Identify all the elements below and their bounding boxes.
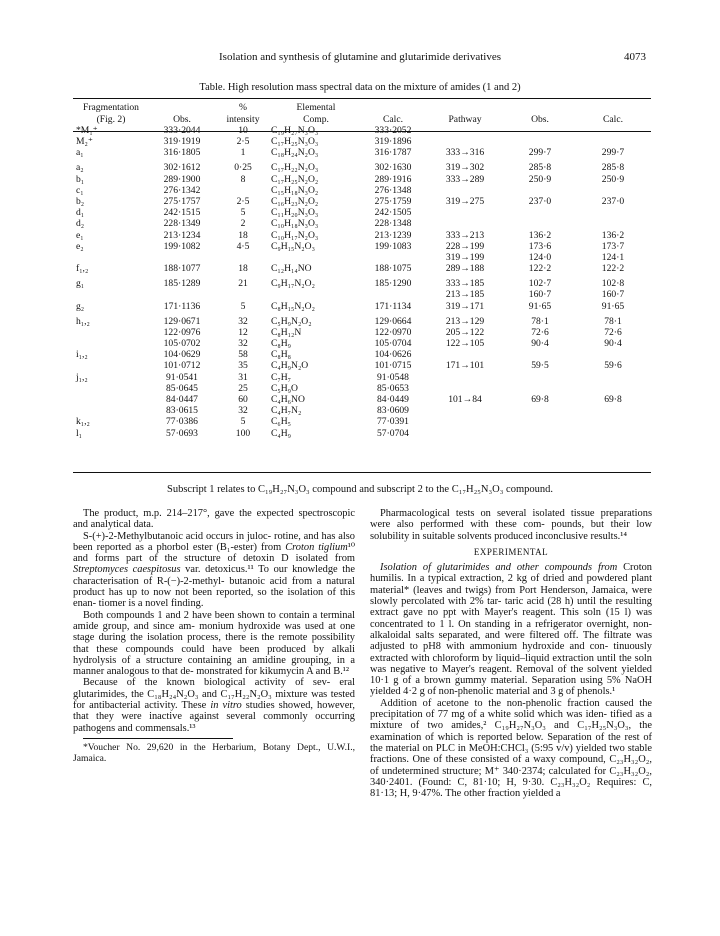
cell-pathway (425, 405, 505, 416)
cell-intensity: 58 (238, 349, 248, 361)
cell-obs: 242·1515 (163, 207, 201, 219)
cell-pathway: 101→84 (448, 394, 482, 406)
cell-pathway (425, 125, 505, 136)
cell-fragment (73, 394, 149, 405)
col-header-text: intensity (226, 113, 260, 125)
cell-calc: 188·1075 (374, 263, 412, 275)
cell-pathway (425, 416, 505, 427)
col-header-calc (361, 100, 425, 125)
cell-fragment: f₁,₂ (76, 263, 89, 275)
text-span: var. detoxicus.¹¹ To our knowledge the characterisation of R-(−)-2-methyl- butanoic acid from a natural product has up to now not been reported, so the isolation of this enan- tiomer is a novel finding. (73, 564, 355, 610)
cell-calc (361, 289, 425, 300)
cell-fragment: g₂ (76, 300, 85, 312)
table-bottom-rule (73, 472, 651, 473)
cell-calc: 276·1348 (374, 184, 412, 196)
cell-obs: 84·0447 (166, 394, 198, 406)
cell-obs: 171·1136 (163, 300, 201, 312)
cell-calc: 104·0626 (374, 349, 412, 361)
cell-calc: 83·0609 (377, 405, 409, 417)
cell-elemental: C₁₀H₁₇N₂O₃ (271, 229, 319, 241)
cell-elemental: C₄H₉ (271, 427, 292, 439)
cell-obs: 188·1077 (163, 263, 201, 275)
cell-calc2: 122·2 (601, 263, 625, 275)
cell-calc: 185·1290 (374, 278, 412, 290)
cell-elemental: C₅H₉O (271, 382, 298, 394)
cell-obs: 57·0693 (166, 427, 198, 439)
cell-calc: 213·1239 (374, 229, 412, 241)
col-header-text: Calc. (603, 113, 623, 125)
cell-fragment: d₂ (76, 218, 85, 230)
cell-intensity: 0·25 (234, 162, 252, 174)
cell-calc: 122·0970 (374, 326, 412, 338)
cell-calc2: 91·65 (601, 300, 625, 312)
col-header-text: Comp. (303, 113, 329, 125)
paragraph: The product, m.p. 214–217°, gave the expected spectroscopic and analytical data. (73, 508, 355, 531)
text-span: Croton humilis. In a typical extraction, 2 kg of dried and powdered plant material* (leaves and twigs) from Port Henderson, Jamaica, were slowly percolated with 2% tar- taric acid (28 h) until the resulting extract gave no ppt with Mayer's reagent. This soln (15 l) was concentrated to 1 l. On standing in a refrigerator overnight, non-alkaloidal salts separated, and were filtered off. The filtrate was adjusted to pH8 with ammonium hydroxide and con- tinuously extracted with chloroform by liquid–liquid extraction until the soln was negative to Mayer's reagent. Removal of the solvent yielded 10·1 g of a brown gummy material. Separation using 5% NaOH yielded 4·2 g of non-phenolic material and 3 g of phenols.¹ (370, 562, 652, 698)
col-header-obs2 (505, 100, 575, 125)
cell-obs2 (505, 207, 575, 218)
cell-elemental: C₁₂H₁₄NO (271, 263, 312, 275)
cell-pathway: 333→185 (445, 278, 485, 290)
col-header-pathway (425, 100, 505, 125)
cell-intensity: 1 (240, 147, 246, 159)
cell-calc: 101·0715 (374, 360, 412, 372)
cell-intensity: 12 (238, 326, 248, 338)
italic-text: Croton tiglium (285, 541, 348, 553)
cell-pathway (425, 349, 505, 360)
cell-pathway: 333→289 (445, 173, 485, 185)
cell-calc2: 59·6 (604, 360, 622, 372)
cell-obs: 185·1289 (163, 278, 201, 290)
mass-spectral-table (73, 100, 651, 439)
cell-intensity: 32 (238, 405, 248, 417)
col-header-text: Elemental (296, 102, 336, 113)
cell-fragment: j₁,₂ (76, 371, 88, 383)
cell-obs2: 299·7 (528, 147, 552, 159)
cell-obs2: 69·8 (531, 394, 549, 406)
cell-calc: 333·2052 (374, 125, 412, 136)
cell-obs: 83·0615 (166, 405, 198, 417)
cell-fragment: k₁,₂ (76, 416, 90, 428)
cell-fragment: d₁ (76, 207, 85, 219)
cell-calc2: 78·1 (604, 315, 622, 327)
cell-intensity: 35 (238, 360, 248, 372)
cell-calc: 85·0653 (377, 382, 409, 394)
cell-fragment: M₂⁺ (76, 136, 93, 148)
right-column (370, 508, 652, 799)
cell-intensity: 25 (238, 382, 248, 394)
table-row (73, 338, 651, 349)
cell-intensity: 100 (235, 427, 251, 439)
cell-calc2 (575, 405, 651, 416)
cell-elemental: C₁₇H₂₂N₂O₃ (271, 162, 319, 174)
cell-obs2 (505, 428, 575, 439)
cell-pathway: 319→302 (445, 162, 485, 174)
cell-obs: 316·1805 (163, 147, 201, 159)
cell-obs2: 122·2 (528, 263, 552, 275)
cell-intensity: 60 (238, 394, 248, 406)
cell-pathway: 333→213 (445, 229, 485, 241)
cell-elemental: C₄H₆NO (271, 394, 305, 406)
table-row (73, 125, 651, 136)
cell-obs2 (505, 383, 575, 394)
table-row (73, 230, 651, 241)
cell-calc: 242·1505 (374, 207, 412, 219)
table-row (73, 185, 651, 196)
col-header-text: Obs. (531, 113, 549, 125)
col-header-text: Calc. (383, 113, 403, 125)
cell-elemental: C₆H₅ (271, 416, 292, 428)
cell-obs: 228·1349 (163, 218, 201, 230)
cell-obs: 101·0712 (163, 360, 201, 372)
cell-calc: 289·1916 (374, 173, 412, 185)
cell-fragment: e₁ (76, 229, 84, 241)
cell-calc2 (575, 349, 651, 360)
cell-calc2 (575, 207, 651, 218)
cell-calc2 (575, 416, 651, 427)
cell-obs2: 124·0 (528, 252, 552, 264)
cell-elemental (271, 289, 361, 300)
cell-calc2: 285·8 (601, 162, 625, 174)
cell-pathway: 213→129 (445, 315, 485, 327)
cell-fragment: *M₁⁺ (76, 125, 98, 136)
cell-obs: 122·0976 (163, 326, 201, 338)
cell-calc: 228·1348 (374, 218, 412, 230)
cell-obs: 104·0629 (163, 349, 201, 361)
cell-intensity: 32 (238, 338, 248, 350)
table-row (73, 394, 651, 405)
left-column (73, 508, 355, 765)
cell-intensity: 21 (238, 278, 248, 290)
cell-calc: 57·0704 (377, 427, 409, 439)
cell-obs2: 173·6 (528, 240, 552, 252)
cell-calc2: 173·7 (601, 240, 625, 252)
cell-intensity: 18 (238, 229, 248, 241)
cell-calc2 (575, 125, 651, 136)
cell-intensity: 32 (238, 315, 248, 327)
cell-obs: 77·0386 (166, 416, 198, 428)
cell-fragment (73, 289, 149, 300)
cell-fragment: e₂ (76, 240, 84, 252)
cell-fragment (73, 360, 149, 371)
cell-pathway (425, 185, 505, 196)
cell-obs (149, 252, 215, 263)
italic-text: Isolation of glutarimides and other compounds from (380, 562, 618, 574)
cell-intensity: 5 (240, 416, 246, 428)
cell-obs2 (505, 185, 575, 196)
cell-obs: 276·1342 (163, 184, 201, 196)
cell-obs: 199·1082 (163, 240, 201, 252)
cell-calc2: 90·4 (604, 338, 622, 350)
paragraph: Addition of acetone to the non-phenolic fraction caused the precipitation of 77 mg of a white solid which was iden- tified as a mixture of two amides,² C₁₉H₂₇N₃O₃ and C₁₇H₂₅N₃O₃, the examination of which is reported below. Separation of the rest of the material on PLC in MeOH:CHCl₃ (5:95 v/v) yielded two stable fractions. One of these consisted of a waxy compound, C₂₃H₃₂O₂, of undetermined structure; M⁺ 340·2374; calculated for C₂₃H₃₂O₂, 340·2401. (Found: C, 81·10; H, 9·30. C₂₃H₃₂O₂ Requires: C, 81·13; H, 9·47%. The other fraction yielded a (370, 697, 652, 800)
cell-obs2 (505, 372, 575, 383)
cell-obs2 (505, 405, 575, 416)
table-footnote: Subscript 1 relates to C₁₉H₂₇N₃O₃ compound and subscript 2 to the C₁₇H₂₅N₃O₃ compound. (166, 484, 553, 495)
cell-calc2: 69·8 (604, 394, 622, 406)
cell-calc2: 160·7 (601, 289, 625, 301)
table-row (73, 174, 651, 185)
table-row (73, 383, 651, 394)
cell-pathway: 205→122 (445, 326, 485, 338)
cell-obs2: 102·7 (528, 278, 552, 290)
italic-text: in vitro (210, 700, 242, 712)
cell-fragment: a₁ (76, 147, 84, 159)
cell-obs: 85·0645 (166, 382, 198, 394)
cell-elemental: C₁₈H₂₄N₂O₃ (271, 147, 319, 159)
cell-calc: 91·0548 (377, 371, 409, 383)
col-header-elemental (271, 100, 361, 125)
cell-obs2: 78·1 (531, 315, 549, 327)
cell-obs2 (505, 416, 575, 427)
cell-obs: 275·1757 (163, 196, 201, 208)
cell-intensity (215, 185, 271, 196)
cell-calc2 (575, 372, 651, 383)
table-caption: Table. High resolution mass spectral data on the mixture of amides (1 and 2) (199, 82, 521, 93)
cell-fragment (73, 327, 149, 338)
cell-obs2: 90·4 (531, 338, 549, 350)
cell-obs: 213·1234 (163, 229, 201, 241)
cell-obs2 (505, 125, 575, 136)
cell-calc2: 237·0 (601, 196, 625, 208)
cell-fragment: c₁ (76, 184, 84, 196)
table-row (73, 372, 651, 383)
table-row (73, 263, 651, 278)
table-row (73, 349, 651, 360)
table-row (73, 252, 651, 263)
cell-calc2: 124·1 (601, 252, 625, 264)
cell-calc: 275·1759 (374, 196, 412, 208)
cell-intensity: 10 (238, 125, 248, 136)
cell-calc: 84·0449 (377, 394, 409, 406)
cell-elemental: C₈H₁₅N₂O₂ (271, 300, 315, 312)
table-row (73, 147, 651, 162)
text-span: ¹⁰ and forms part of the structure of detoxin D isolated from (73, 541, 355, 565)
cell-obs2: 136·2 (528, 229, 552, 241)
col-header-calc2 (575, 100, 651, 125)
cell-calc: 316·1787 (374, 147, 412, 159)
cell-calc2: 250·9 (601, 173, 625, 185)
cell-pathway (425, 207, 505, 218)
cell-calc2 (575, 136, 651, 147)
cell-calc: 319·1896 (374, 136, 412, 148)
col-header-text: % (239, 102, 247, 113)
cell-calc2: 102·8 (601, 278, 625, 290)
text-span: studies showed, however, that they were inactive against several commonly occurring pathogens and commensals.¹³ (73, 700, 356, 734)
cell-calc: 199·1083 (374, 240, 412, 252)
cell-calc: 171·1134 (374, 300, 412, 312)
table-row (73, 428, 651, 439)
cell-intensity: 4·5 (236, 240, 250, 252)
table-row (73, 301, 651, 316)
cell-elemental: C₅H₉N₂O₂ (271, 315, 312, 327)
cell-pathway: 289→188 (445, 263, 485, 275)
cell-fragment (73, 338, 149, 349)
cell-pathway: 333→316 (445, 147, 485, 159)
table-row (73, 162, 651, 173)
cell-pathway: 122→105 (445, 338, 485, 350)
table-row (73, 360, 651, 371)
cell-pathway: 171→101 (445, 360, 485, 372)
cell-obs2: 237·0 (528, 196, 552, 208)
cell-pathway: 228→199 (445, 240, 485, 252)
cell-pathway (425, 136, 505, 147)
cell-elemental: C₁₀H₁₈N₃O₃ (271, 218, 319, 230)
cell-elemental: C₄H₇N₂ (271, 405, 302, 417)
cell-calc2 (575, 428, 651, 439)
table-row (73, 196, 651, 207)
cell-intensity: 5 (240, 207, 246, 219)
cell-elemental (271, 252, 361, 263)
cell-elemental: C₇H₇ (271, 371, 292, 383)
paragraph (73, 531, 355, 610)
table-body (73, 125, 651, 439)
cell-obs2: 59·5 (531, 360, 549, 372)
table-header-row (73, 100, 651, 125)
cell-pathway: 319→275 (445, 196, 485, 208)
cell-obs: 333·2044 (163, 125, 201, 136)
text-span: S-(+)-2-Methylbutanoic acid occurs in juloc- rotine, and has also been reported as a phorbol ester (B₁-ester) from (73, 530, 355, 553)
cell-pathway (425, 428, 505, 439)
col-header-text: Pathway (448, 113, 482, 125)
cell-calc2 (575, 218, 651, 229)
footnote-rule (83, 738, 233, 739)
cell-fragment: a₂ (76, 162, 84, 174)
cell-fragment: h₁,₂ (76, 315, 90, 327)
cell-pathway: 319→171 (445, 300, 485, 312)
col-header-text: Fragmentation (83, 102, 139, 113)
cell-obs2: 72·6 (531, 326, 549, 338)
paragraph (370, 562, 652, 698)
cell-calc2: 72·6 (604, 326, 622, 338)
cell-calc (361, 252, 425, 263)
table-row (73, 416, 651, 427)
voucher-footnote: *Voucher No. 29,620 in the Herbarium, Botany Dept., U.W.I., Jamaica. (73, 741, 355, 765)
cell-obs: 129·0671 (163, 315, 201, 327)
cell-obs: 105·0702 (163, 338, 201, 350)
table-row (73, 316, 651, 327)
paragraph: Both compounds 1 and 2 have been shown to contain a terminal amide group, and since am- monium hydroxide was used at one stage during the isolation process, there is the remote possibility that these compounds could have been produced by alkali hydrolysis of a structure containing an amidine grouping, in a manner analogous to that de- monstrated for kikumycin A and B.¹² (73, 609, 355, 678)
cell-obs: 91·0541 (166, 371, 198, 383)
cell-intensity: 2·5 (236, 136, 250, 148)
cell-calc2: 299·7 (601, 147, 625, 159)
cell-fragment (73, 405, 149, 416)
cell-fragment (73, 383, 149, 394)
cell-fragment: i₁,₂ (76, 349, 88, 361)
cell-obs: 302·1612 (163, 162, 201, 174)
cell-intensity: 2·5 (236, 196, 250, 208)
cell-fragment: b₂ (76, 196, 85, 208)
text-span: Because of the known biological activity of sev- eral glutarimides, the C₁₈H₂₄N₂O₃ and C₁₇H₂₂N₂O₃ mixture was tested for antibacterial activity. These (73, 677, 355, 712)
cell-obs2 (505, 136, 575, 147)
paragraph: Pharmacological tests on several isolated tissue preparations were also performed with these com- pounds, but their low solubility in suitable solvents produced inconclusive results.¹⁴ (370, 508, 652, 542)
cell-pathway (425, 383, 505, 394)
cell-elemental: C₁₁H₂₀N₃O₃ (271, 207, 319, 219)
cell-calc: 105·0704 (374, 338, 412, 350)
table-row (73, 327, 651, 338)
running-header: Isolation and synthesis of glutamine and glutarimide derivatives (219, 51, 501, 63)
col-header-fragmentation (73, 100, 149, 125)
cell-elemental: C₉H₁₅N₂O₃ (271, 240, 315, 252)
italic-text: Streptomyces caespitosus (73, 564, 181, 576)
cell-intensity (215, 289, 271, 300)
cell-elemental: C₁₉H₂₇N₃O₃ (271, 125, 319, 136)
table-top-rule (73, 98, 651, 99)
cell-fragment: b₁ (76, 173, 85, 185)
col-header-intensity (215, 100, 271, 125)
cell-intensity: 2 (240, 218, 246, 230)
cell-pathway (425, 218, 505, 229)
cell-intensity: 5 (240, 300, 246, 312)
section-heading: EXPERIMENTAL (473, 546, 549, 557)
cell-obs2: 285·8 (528, 162, 552, 174)
cell-calc2 (575, 383, 651, 394)
page-number: 4073 (624, 51, 646, 63)
table-row (73, 136, 651, 147)
cell-pathway: 213→185 (445, 289, 485, 301)
cell-elemental: C₁₇H₂₅N₂O₂ (271, 173, 319, 185)
table-row (73, 218, 651, 229)
col-header-text: Obs. (173, 113, 191, 125)
cell-calc: 129·0664 (374, 315, 412, 327)
cell-elemental: C₈H₁₂N (271, 326, 302, 338)
cell-elemental: C₁₆H₂₃N₂O₂ (271, 196, 319, 208)
cell-pathway: 319→199 (445, 252, 485, 264)
table-row (73, 278, 651, 289)
cell-obs2: 91·65 (528, 300, 552, 312)
cell-elemental: C₈H₈ (271, 349, 292, 361)
cell-intensity: 18 (238, 263, 248, 275)
cell-elemental: C₉H₁₇N₂O₂ (271, 278, 315, 290)
table-row (73, 289, 651, 300)
col-header-text: (Fig. 2) (96, 113, 126, 125)
cell-obs: 319·1919 (163, 136, 201, 148)
table-row (73, 207, 651, 218)
cell-obs2 (505, 349, 575, 360)
cell-elemental: C₈H₉ (271, 338, 292, 350)
cell-fragment: l₁ (76, 427, 83, 439)
cell-calc2: 136·2 (601, 229, 625, 241)
cell-pathway (425, 372, 505, 383)
cell-obs: 289·1900 (163, 173, 201, 185)
cell-calc2 (575, 185, 651, 196)
paragraph (73, 677, 355, 733)
table-row (73, 241, 651, 252)
cell-intensity: 8 (240, 173, 246, 185)
cell-fragment (73, 252, 149, 263)
cell-obs2: 160·7 (528, 289, 552, 301)
cell-obs (149, 289, 215, 300)
cell-calc: 302·1630 (374, 162, 412, 174)
cell-intensity: 31 (238, 371, 248, 383)
cell-intensity (215, 252, 271, 263)
cell-elemental: C₁₅H₁₈N₃O₂ (271, 184, 319, 196)
cell-obs2: 250·9 (528, 173, 552, 185)
col-header-obs (149, 100, 215, 125)
cell-calc: 77·0391 (377, 416, 409, 428)
table-row (73, 405, 651, 416)
cell-elemental: C₄H₉N₂O (271, 360, 309, 372)
cell-obs2 (505, 218, 575, 229)
cell-elemental: C₁₇H₂₅N₃O₃ (271, 136, 319, 148)
cell-fragment: g₁ (76, 278, 85, 290)
